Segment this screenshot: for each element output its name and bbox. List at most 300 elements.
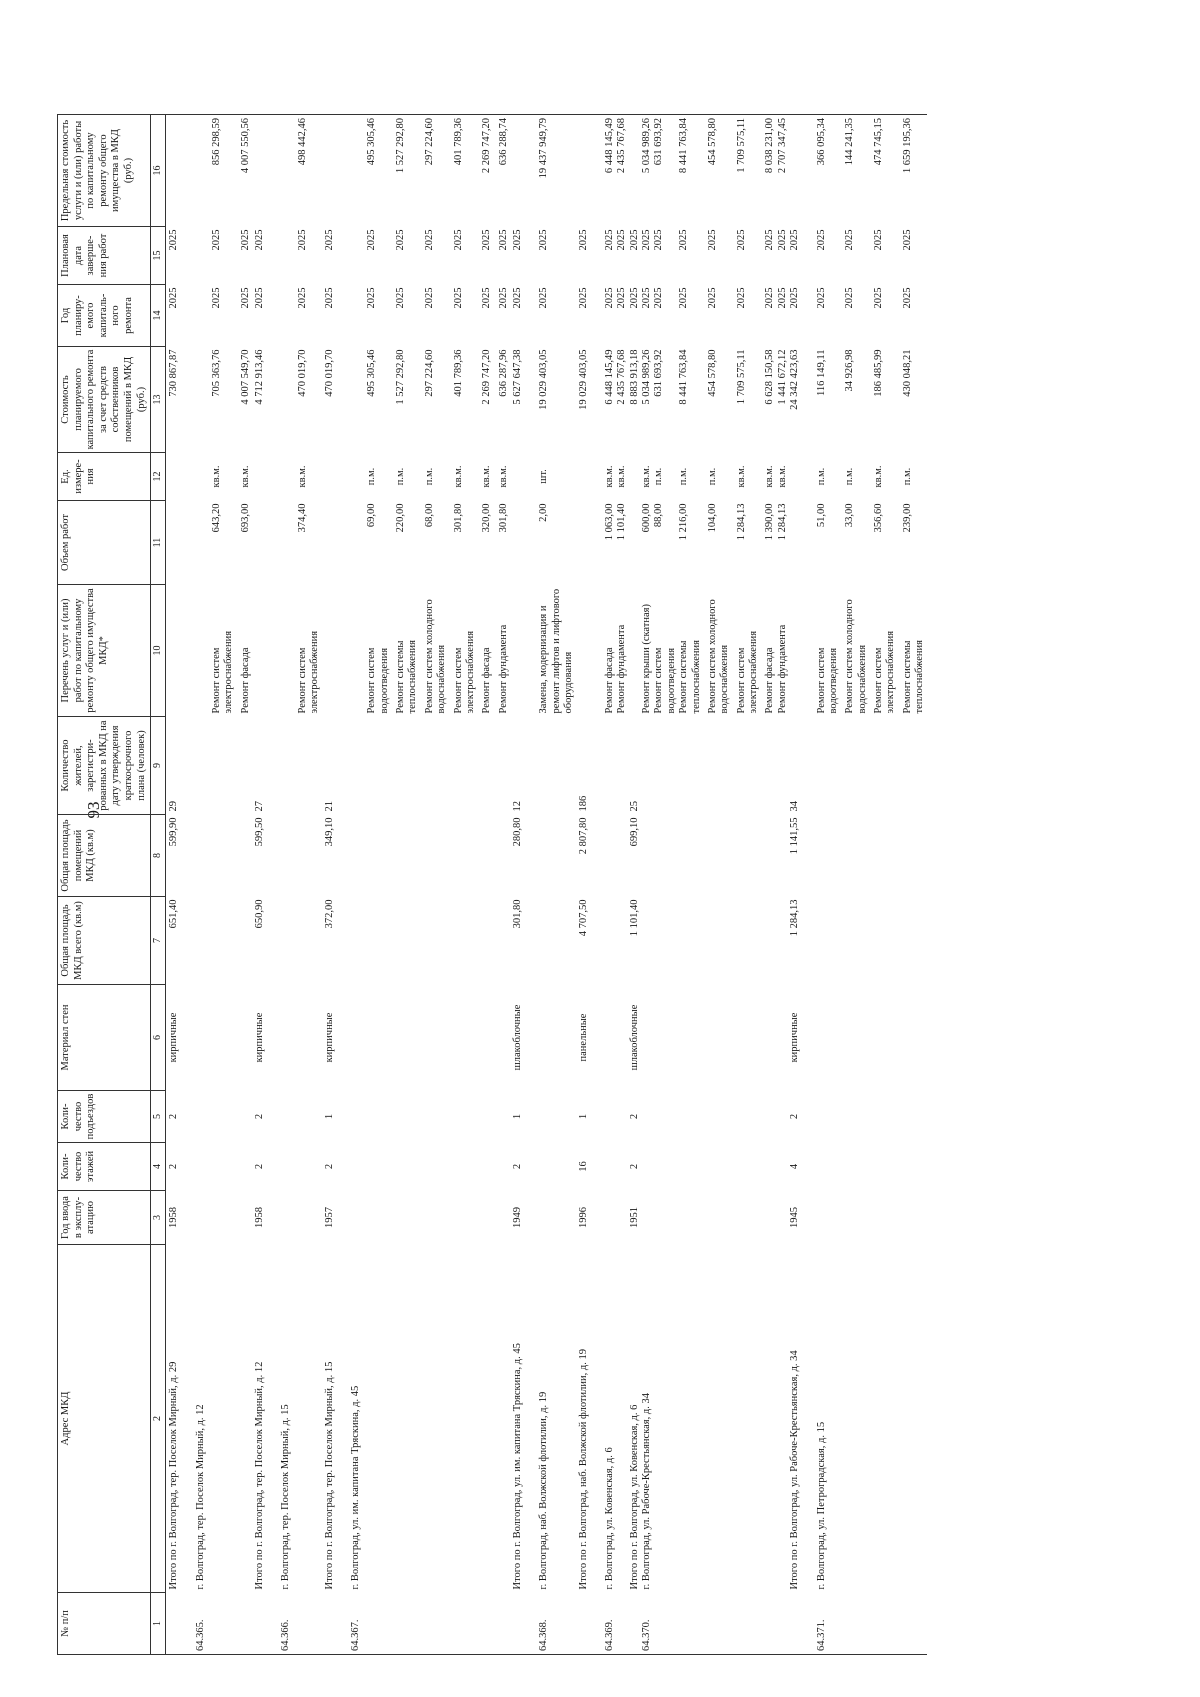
cell-col-3: 1945 xyxy=(789,1207,801,1228)
cell-col-15: 2025 xyxy=(603,229,615,251)
cell-col-15 xyxy=(336,227,362,285)
column-header-1: № п/п xyxy=(58,1593,151,1655)
column-number-2: 2 xyxy=(151,1245,166,1593)
cell-col-12: кв.м. xyxy=(452,465,464,488)
cell-col-10: Ремонт фасада xyxy=(239,647,251,714)
cell-col-2 xyxy=(869,1245,898,1593)
column-header-4: Коли-чество этажей xyxy=(58,1143,151,1191)
cell-col-2 xyxy=(732,1245,761,1593)
cell-col-11 xyxy=(181,501,207,585)
cell-col-12: п.м. xyxy=(901,467,913,486)
cell-col-16 xyxy=(510,115,524,227)
cell-col-8: 599,90 xyxy=(168,817,180,847)
cell-col-4 xyxy=(266,1143,292,1191)
cell-col-5 xyxy=(869,1091,898,1143)
cell-col-4 xyxy=(362,1143,391,1191)
cell-col-15 xyxy=(181,227,207,285)
cell-col-11: 600,00 xyxy=(641,503,653,533)
cell-col-6 xyxy=(181,985,207,1091)
cell-col-12: кв.м. xyxy=(776,465,788,488)
cell-col-14: 2025 xyxy=(628,287,640,309)
cell-col-1 xyxy=(510,1593,524,1655)
cell-col-2 xyxy=(207,1245,236,1593)
column-header-13: Стоимость планируемого капитального ремонта за счет средств собственников помещений в МКД (руб.) xyxy=(58,347,151,453)
cell-col-13 xyxy=(266,347,292,453)
cell-col-8: 1 141,55 xyxy=(789,817,801,855)
cell-col-2 xyxy=(236,1245,252,1593)
cell-col-14: 2025 xyxy=(366,287,378,309)
cell-col-5 xyxy=(802,1091,841,1143)
cell-col-1 xyxy=(616,1593,628,1655)
cell-col-5 xyxy=(898,1091,927,1143)
work-row xyxy=(629,115,641,1655)
cell-col-11: 69,00 xyxy=(366,503,378,528)
work-row xyxy=(678,115,703,1655)
cell-col-2: Итого по г. Волгоград, тер. Поселок Мирный, д. 12 xyxy=(254,1361,266,1590)
cell-col-4 xyxy=(477,1143,493,1191)
cell-col-11 xyxy=(789,501,801,585)
cell-col-12: кв.м. xyxy=(616,465,628,488)
cell-col-13: 5 034 989,26 xyxy=(641,349,653,405)
cell-col-12 xyxy=(629,453,641,501)
cell-col-11: 374,40 xyxy=(296,503,308,533)
cell-col-16: 856 298,59 xyxy=(207,115,236,227)
cell-col-10: Ремонт систем холодного водоснабжения xyxy=(423,599,448,714)
cell-col-11: 1 216,00 xyxy=(678,503,690,541)
column-number-3: 3 xyxy=(151,1191,166,1245)
column-number-9: 9 xyxy=(151,717,166,815)
cell-col-13: 19 029 403,05 xyxy=(577,349,589,410)
cell-col-4: 2 xyxy=(254,1163,266,1170)
cell-col-4 xyxy=(449,1143,478,1191)
cell-col-14: 2025 xyxy=(452,287,464,309)
cell-col-14: 2025 xyxy=(844,287,856,309)
cell-col-5: 2 xyxy=(628,1113,640,1120)
cell-col-16: 2 435 767,68 xyxy=(616,115,628,227)
cell-col-11: 1 284,13 xyxy=(735,503,747,541)
cell-col-1: 64.370. xyxy=(641,1593,653,1655)
cell-col-2 xyxy=(494,1245,510,1593)
cell-col-4 xyxy=(777,1143,789,1191)
cell-col-3 xyxy=(732,1191,761,1245)
work-row xyxy=(760,115,776,1655)
cell-col-8 xyxy=(391,815,420,897)
cell-col-10: Ремонт фундамента xyxy=(616,624,628,714)
repair-plan-table xyxy=(57,114,927,1655)
cell-col-12 xyxy=(510,453,524,501)
column-number-8: 8 xyxy=(151,815,166,897)
cell-col-3 xyxy=(293,1191,322,1245)
cell-col-5 xyxy=(703,1091,732,1143)
cell-col-9 xyxy=(802,717,841,815)
cell-col-2: г. Волгоград, тер. Поселок Мирный, д. 12 xyxy=(194,1404,206,1590)
cell-col-6 xyxy=(898,985,927,1091)
cell-col-16: 8 441 763,84 xyxy=(678,115,703,227)
cell-col-3 xyxy=(777,1191,789,1245)
cell-col-12: кв.м. xyxy=(764,465,776,488)
total-row xyxy=(322,115,336,1655)
column-number-12: 12 xyxy=(151,453,166,501)
column-header-14: Год планиру-емого капиталь-ного ремонта xyxy=(58,285,151,347)
cell-col-1: 64.366. xyxy=(266,1593,292,1655)
cell-col-3 xyxy=(494,1191,510,1245)
cell-col-2 xyxy=(420,1245,449,1593)
cell-col-16: 297 224,60 xyxy=(420,115,449,227)
cell-col-9 xyxy=(420,717,449,815)
cell-col-12: кв.м. xyxy=(481,465,493,488)
cell-col-12: п.м. xyxy=(366,467,378,486)
cell-col-7: 1 101,40 xyxy=(628,899,640,937)
cell-col-14 xyxy=(266,285,292,347)
cell-col-4 xyxy=(653,1143,678,1191)
cell-col-15: 2025 xyxy=(395,229,407,251)
cell-col-6 xyxy=(524,985,575,1091)
cell-col-2: г. Волгоград, наб. Волжской флотилии, д. 19 xyxy=(538,1391,550,1590)
cell-col-16 xyxy=(252,115,266,227)
cell-col-5: 2 xyxy=(168,1113,180,1120)
cell-col-5 xyxy=(641,1091,653,1143)
cell-col-5: 1 xyxy=(577,1113,589,1120)
cell-col-7 xyxy=(449,897,478,985)
cell-col-16 xyxy=(576,115,590,227)
cell-col-16 xyxy=(629,115,641,227)
cell-col-6 xyxy=(590,985,616,1091)
cell-col-7 xyxy=(869,897,898,985)
cell-col-8 xyxy=(236,815,252,897)
cell-col-5 xyxy=(678,1091,703,1143)
column-number-4: 4 xyxy=(151,1143,166,1191)
cell-col-1 xyxy=(678,1593,703,1655)
work-row xyxy=(616,115,628,1655)
cell-col-5 xyxy=(391,1091,420,1143)
cell-col-7 xyxy=(236,897,252,985)
cell-col-1: 64.368. xyxy=(524,1593,575,1655)
cell-col-6 xyxy=(336,985,362,1091)
column-header-5: Коли-чество подъездов xyxy=(58,1091,151,1143)
cell-col-1 xyxy=(703,1593,732,1655)
cell-col-1 xyxy=(653,1593,678,1655)
work-row xyxy=(789,115,801,1655)
cell-col-11: 51,00 xyxy=(815,503,827,528)
cell-col-8 xyxy=(494,815,510,897)
cell-col-2 xyxy=(703,1245,732,1593)
cell-col-10: Ремонт систем водоотведения xyxy=(815,647,839,714)
cell-col-10: Ремонт систем холодного водоснабжения xyxy=(706,599,731,714)
cell-col-15: 2025 xyxy=(239,229,251,251)
cell-col-11 xyxy=(166,501,181,585)
cell-col-2: Итого по г. Волгоград, тер. Поселок Мирный, д. 29 xyxy=(168,1361,180,1590)
cell-col-4 xyxy=(760,1143,776,1191)
cell-col-15: 2025 xyxy=(873,229,885,251)
cell-col-5 xyxy=(362,1091,391,1143)
cell-col-6 xyxy=(616,985,628,1091)
cell-col-10: Ремонт крыши (скатная) xyxy=(641,603,653,714)
cell-col-15: 2025 xyxy=(789,229,801,251)
cell-col-4 xyxy=(524,1143,575,1191)
cell-col-8: 280,80 xyxy=(512,817,524,847)
cell-col-3 xyxy=(616,1191,628,1245)
cell-col-12: кв.м. xyxy=(239,465,251,488)
cell-col-3 xyxy=(207,1191,236,1245)
cell-col-12: п.м. xyxy=(844,467,856,486)
cell-col-2 xyxy=(840,1245,869,1593)
column-number-1: 1 xyxy=(151,1593,166,1655)
cell-col-10 xyxy=(181,585,207,717)
cell-col-16: 4 007 550,56 xyxy=(236,115,252,227)
work-row xyxy=(293,115,322,1655)
cell-col-11: 33,00 xyxy=(844,503,856,528)
cell-col-6 xyxy=(420,985,449,1091)
cell-col-10: Ремонт фундамента xyxy=(497,624,509,714)
cell-col-7 xyxy=(477,897,493,985)
cell-col-4 xyxy=(293,1143,322,1191)
work-row xyxy=(420,115,449,1655)
cell-col-6: шлакоблочные xyxy=(628,1004,640,1071)
cell-col-8 xyxy=(336,815,362,897)
cell-col-8 xyxy=(616,815,628,897)
cell-col-1 xyxy=(391,1593,420,1655)
cell-col-4 xyxy=(494,1143,510,1191)
cell-col-3 xyxy=(336,1191,362,1245)
cell-col-8: 599,50 xyxy=(254,817,266,847)
cell-col-10 xyxy=(266,585,292,717)
cell-col-16 xyxy=(266,115,292,227)
cell-col-1 xyxy=(207,1593,236,1655)
cell-col-16: 144 241,35 xyxy=(840,115,869,227)
cell-col-2: г. Волгоград, ул. Рабоче-Крестьянская, д. 34 xyxy=(641,1393,653,1590)
cell-col-12 xyxy=(336,453,362,501)
cell-col-13: 495 305,46 xyxy=(366,349,378,397)
cell-col-7 xyxy=(207,897,236,985)
cell-col-13: 1 709 575,11 xyxy=(735,349,747,405)
cell-col-14: 2025 xyxy=(789,287,801,309)
cell-col-13: 34 926,98 xyxy=(844,349,856,392)
cell-col-4 xyxy=(678,1143,703,1191)
cell-col-14: 2025 xyxy=(497,287,509,309)
cell-col-6: панельные xyxy=(577,1013,589,1062)
cell-col-13: 730 867,87 xyxy=(168,349,180,397)
cell-col-1 xyxy=(629,1593,641,1655)
cell-col-14: 2025 xyxy=(239,287,251,309)
cell-col-11: 643,20 xyxy=(210,503,222,533)
column-number-15: 15 xyxy=(151,227,166,285)
column-header-12: Ед. измере-ния xyxy=(58,453,151,501)
cell-col-6 xyxy=(732,985,761,1091)
cell-col-7 xyxy=(590,897,616,985)
cell-col-16: 19 437 949,79 xyxy=(524,115,575,227)
cell-col-6 xyxy=(293,985,322,1091)
cell-col-9 xyxy=(641,717,653,815)
cell-col-5 xyxy=(840,1091,869,1143)
cell-col-4 xyxy=(590,1143,616,1191)
cell-col-11: 239,00 xyxy=(901,503,913,533)
work-row xyxy=(477,115,493,1655)
cell-col-2: Итого по г. Волгоград, наб. Волжской флотилии, д. 19 xyxy=(577,1349,589,1590)
cell-col-2 xyxy=(760,1245,776,1593)
cell-col-10: Ремонт системы теплоснабжения xyxy=(678,640,702,714)
cell-col-1 xyxy=(760,1593,776,1655)
cell-col-10: Ремонт фасада xyxy=(603,647,615,714)
cell-col-2: г. Волгоград, ул. им. капитана Тряскина, д. 45 xyxy=(349,1385,361,1590)
cell-col-7 xyxy=(898,897,927,985)
cell-col-1 xyxy=(293,1593,322,1655)
cell-col-5 xyxy=(293,1091,322,1143)
cell-col-14: 2025 xyxy=(735,287,747,309)
cell-col-12: кв.м. xyxy=(641,465,653,488)
column-header-16: Предельная стоимость услуги и (или) работы по капитальному ремонту общего имущества в МКД (руб.) xyxy=(58,115,151,227)
cell-col-7: 1 284,13 xyxy=(789,899,801,937)
cell-col-16: 8 038 231,00 xyxy=(760,115,776,227)
cell-col-16: 454 578,80 xyxy=(703,115,732,227)
cell-col-16: 2 707 347,45 xyxy=(777,115,789,227)
cell-col-7 xyxy=(181,897,207,985)
column-number-16: 16 xyxy=(151,115,166,227)
cell-col-2: Итого по г. Волгоград, ул. им. капитана Тряскина, д. 45 xyxy=(512,1343,524,1590)
cell-col-2: Итого по г. Волгоград, ул. Рабоче-Крестьянская, д. 34 xyxy=(789,1350,801,1590)
cell-col-9 xyxy=(449,717,478,815)
cell-col-1 xyxy=(732,1593,761,1655)
cell-col-9: 25 xyxy=(628,801,640,812)
cell-col-6 xyxy=(236,985,252,1091)
cell-col-1 xyxy=(576,1593,590,1655)
cell-col-8 xyxy=(641,815,653,897)
cell-col-1 xyxy=(777,1593,789,1655)
cell-col-12 xyxy=(576,453,590,501)
cell-col-12 xyxy=(181,453,207,501)
cell-col-7 xyxy=(336,897,362,985)
cell-col-5 xyxy=(336,1091,362,1143)
cell-col-14: 2025 xyxy=(538,287,550,309)
cell-col-3 xyxy=(181,1191,207,1245)
cell-col-11: 1 063,00 xyxy=(603,503,615,541)
cell-col-13: 4 007 549,70 xyxy=(239,349,251,405)
cell-col-11: 1 284,13 xyxy=(776,503,788,541)
cell-col-6: кирпичные xyxy=(789,1012,801,1063)
cell-col-13: 401 789,36 xyxy=(452,349,464,397)
cell-col-8 xyxy=(477,815,493,897)
cell-col-12: п.м. xyxy=(395,467,407,486)
cell-col-15: 2025 xyxy=(616,229,628,251)
cell-col-6 xyxy=(777,985,789,1091)
cell-col-8 xyxy=(703,815,732,897)
cell-col-9 xyxy=(898,717,927,815)
cell-col-12: кв.м. xyxy=(296,465,308,488)
cell-col-9 xyxy=(869,717,898,815)
cell-col-4: 2 xyxy=(628,1163,640,1170)
cell-col-9 xyxy=(732,717,761,815)
cell-col-2 xyxy=(391,1245,420,1593)
cell-col-4 xyxy=(898,1143,927,1191)
column-number-14: 14 xyxy=(151,285,166,347)
cell-col-4: 16 xyxy=(577,1161,589,1172)
cell-col-10 xyxy=(336,585,362,717)
column-header-2: Адрес МКД xyxy=(58,1245,151,1593)
cell-col-15: 2025 xyxy=(815,229,827,251)
cell-col-1: 64.371. xyxy=(802,1593,841,1655)
cell-col-8: 2 807,80 xyxy=(577,817,589,855)
cell-col-3 xyxy=(703,1191,732,1245)
cell-col-13: 116 149,11 xyxy=(815,349,827,396)
cell-col-13: 6 448 145,49 xyxy=(603,349,615,405)
cell-col-3: 1957 xyxy=(323,1207,335,1228)
cell-col-11: 301,80 xyxy=(452,503,464,533)
cell-col-4 xyxy=(616,1143,628,1191)
cell-col-13: 2 269 747,20 xyxy=(481,349,493,405)
cell-col-9: 21 xyxy=(323,801,335,812)
cell-col-2 xyxy=(449,1245,478,1593)
cell-col-16: 366 095,34 xyxy=(802,115,841,227)
cell-col-12: кв.м. xyxy=(873,465,885,488)
cell-col-5: 2 xyxy=(789,1113,801,1120)
cell-col-6 xyxy=(207,985,236,1091)
cell-col-5 xyxy=(524,1091,575,1143)
column-header-15: Плановая дата заверше-ния работ xyxy=(58,227,151,285)
cell-col-15: 2025 xyxy=(210,229,222,251)
cell-col-15: 2025 xyxy=(254,229,266,251)
cell-col-10: Ремонт систем электроснабжения xyxy=(735,630,760,714)
cell-col-10: Ремонт систем холодного водоснабжения xyxy=(844,599,868,714)
cell-col-3 xyxy=(869,1191,898,1245)
cell-col-13: 470 019,70 xyxy=(323,349,335,397)
cell-col-9 xyxy=(236,717,252,815)
column-number-row xyxy=(151,115,166,1655)
cell-col-5 xyxy=(181,1091,207,1143)
cell-col-3 xyxy=(678,1191,703,1245)
cell-col-8: 349,10 xyxy=(323,817,335,847)
cell-col-10: Ремонт фасада xyxy=(481,647,493,714)
cell-col-1: 64.365. xyxy=(181,1593,207,1655)
work-row xyxy=(362,115,391,1655)
cell-col-8 xyxy=(590,815,616,897)
cell-col-13: 8 441 763,84 xyxy=(678,349,690,405)
cell-col-13: 454 578,80 xyxy=(706,349,718,397)
cell-col-13: 19 029 403,05 xyxy=(538,349,550,410)
cell-col-5 xyxy=(477,1091,493,1143)
cell-col-15: 2025 xyxy=(481,229,493,251)
cell-col-8 xyxy=(181,815,207,897)
cell-col-5: 1 xyxy=(512,1113,524,1120)
cell-col-11 xyxy=(629,501,641,585)
cell-col-7 xyxy=(678,897,703,985)
cell-col-6: кирпичные xyxy=(323,1012,335,1063)
cell-col-2: г. Волгоград, ул. Петроградская, д. 15 xyxy=(815,1421,827,1590)
cell-col-15: 2025 xyxy=(678,229,690,251)
cell-col-11: 104,00 xyxy=(706,503,718,533)
cell-col-9 xyxy=(336,717,362,815)
cell-col-5 xyxy=(777,1091,789,1143)
cell-col-14: 2025 xyxy=(512,287,524,309)
cell-col-15 xyxy=(266,227,292,285)
cell-col-4 xyxy=(641,1143,653,1191)
cell-col-10 xyxy=(576,585,590,717)
cell-col-1 xyxy=(869,1593,898,1655)
cell-col-2: Итого по г. Волгоград, тер. Поселок Мирный, д. 15 xyxy=(323,1361,335,1590)
cell-col-4 xyxy=(869,1143,898,1191)
cell-col-2 xyxy=(362,1245,391,1593)
cell-col-14: 2025 xyxy=(296,287,308,309)
cell-col-3 xyxy=(391,1191,420,1245)
cell-col-2 xyxy=(898,1245,927,1593)
total-row xyxy=(166,115,181,1655)
cell-col-7 xyxy=(616,897,628,985)
cell-col-9 xyxy=(616,717,628,815)
cell-col-9 xyxy=(181,717,207,815)
cell-col-3 xyxy=(840,1191,869,1245)
cell-col-7 xyxy=(524,897,575,985)
cell-col-2 xyxy=(477,1245,493,1593)
cell-col-11: 68,00 xyxy=(423,503,435,528)
column-number-13: 13 xyxy=(151,347,166,453)
